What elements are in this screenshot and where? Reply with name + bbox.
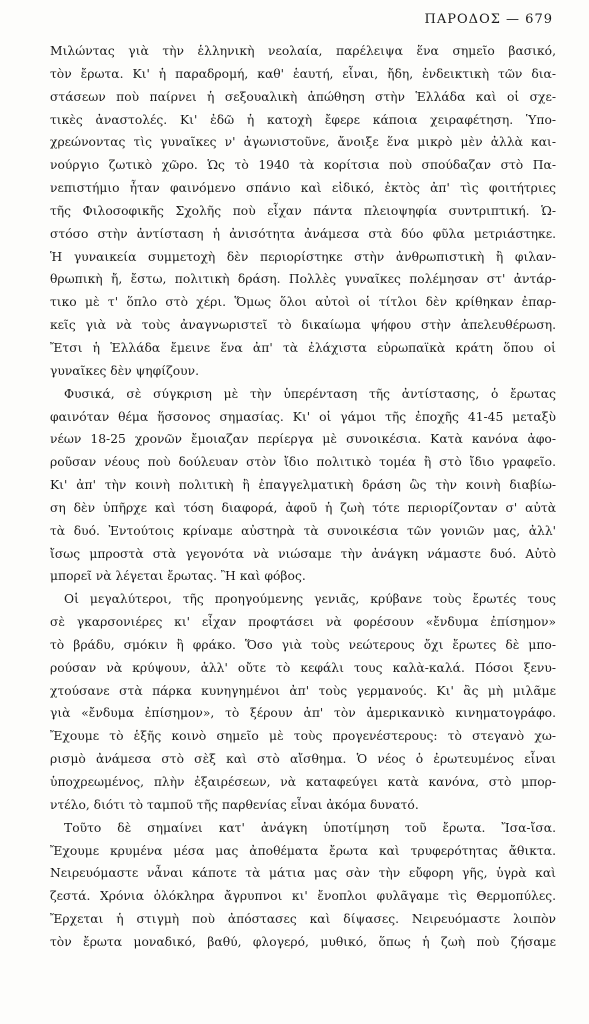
text-line: τὸ βράδυ, σμόκιν ἢ φράκο. Ὅσο γιὰ τοὺς νεώτερους ὄχι ἔρωτες δὲ μπο- [50,637,556,652]
text-line: στόσο στὴν ἀντίσταση ἡ ἀνισότητα ἀνάμεσα στὰ δύο φῦλα μετριάστηκε. [50,226,556,241]
text-line: ὑποχρεωμένος, πλὴν ἐξαιρέσεων, νὰ καταφεύγει κατὰ κανόνα, στὸ μπορ- [50,775,556,789]
text-line: ζεστά. Χρόνια ὁλόκληρα ἄγρυπνοι κι' ἔνοπλοι φυλᾶγαμε τὶς Θερμοπύλες. [50,889,556,904]
text-line: Ἔχουμε κρυμένα μέσα μας ἀποθέματα ἔρωτα καὶ τρυφερότητας ἄθικτα. [50,843,556,858]
text-line: κεῖς γιὰ νὰ τοὺς ἀναγνωριστεῖ τὸ δικαίωμα ψήφου στὴν ἀπελευθέρωση. [50,318,556,333]
text-line: φαινόταν θέμα ἥσσονος σημασίας. Κι' οἱ γάμοι τῆς ἐποχῆς 41-45 μεταξὺ [50,409,556,424]
text-line: ρούσαν νὰ κρύψουν, ἀλλ' οὔτε τὸ κεφάλι τους καλὰ-καλά. Πόσοι ξενυ- [50,660,556,675]
text-line: μπορεῖ νὰ λέγεται ἔρωτας. Ἢ καὶ φόβος. [50,569,306,584]
text-line: Ἔρχεται ἡ στιγμὴ ποὺ ἀπόστασες καὶ δίψασες. Νειρευόμαστε λοιπὸν [50,912,556,927]
text-line: τικὲς ἀναστολές. Κι' ἐδῶ ἡ κατοχὴ ἔφερε κάποια χειραφέτηση. Ὑπο- [50,112,556,127]
text-line: τὸν ἔρωτα. Κι' ἡ παραδρομή, καθ' ἑαυτή, εἶναι, ἤδη, ἐνδεικτικὴ τῶν δια- [50,66,556,81]
text-line: τὰ δυό. Ἐντούτοις κρίναμε αὐστηρὰ τὰ συνοικέσια τῶν γονιῶν μας, ἀλλ' [50,523,556,538]
paragraph-2 [50,383,556,589]
text-line: ἴσως μπροστὰ στὰ γεγονότα νὰ νιώσαμε τὴν ἀνάγκη νάμαστε δυό. Αὐτὸ [50,546,556,561]
text-line: Κι' ἀπ' τὴν κοινὴ πολιτικὴ ἢ ἐπαγγελματικὴ δράση ὣς τὴν κοινὴ διαβίω- [50,478,556,493]
text-line: Ἔχουμε τὸ ἑξῆς κοινὸ σημεῖο μὲ τοὺς προγενέστερους: τὸ στεγανὸ χω- [50,729,556,744]
text-line: Φυσικά, σὲ σύγκριση μὲ τὴν ὑπερένταση τῆς ἀντίστασης, ὁ ἔρωτας [64,386,556,401]
text-line: Νειρευόμαστε νἆναι κάποτε τὰ μάτια μας σὰν τὴν εὔφορη γῆς, ὑγρὰ καὶ [50,866,556,881]
text-line: σὲ γκαρσονιέρες κι' εἶχαν προφτάσει νὰ φορέσουν «ἔνδυμα ἐπίσημον» [50,615,556,630]
text-line: Ἡ γυναικεία συμμετοχὴ δὲν περιορίστηκε στὴν ἀνθρωπιστικὴ ἢ φιλαν- [50,249,556,264]
text-line: Οἱ μεγαλύτεροι, τῆς προηγούμενης γενιᾶς, κρύβανε τοὺς ἔρωτές τους [64,592,556,607]
text-line: ροῦσαν νέους ποὺ δούλευαν στὸν ἴδιο πολιτικὸ τομέα ἢ στὸ ἴδιο γραφεῖο. [50,455,556,470]
paragraph-4 [50,817,556,954]
text-line: στάσεων ποὺ παίρνει ἡ σεξουαλικὴ ἀπώθηση στὴν Ἑλλάδα καὶ οἱ σχε- [50,89,556,104]
text-line: Μιλώντας γιὰ τὴν ἑλληνικὴ νεολαία, παρέλειψα ἕνα σημεῖο βασικό, [50,44,556,58]
paragraph-3 [50,588,556,816]
text-line: Τοῦτο δὲ σημαίνει κατ' ἀνάγκη ὑποτίμηση τοῦ ἔρωτα. Ἴσα-ἴσα. [64,820,556,835]
text-line: ρισμὸ ἀνάμεσα στὸ σὲξ καὶ στὸ αἴσθημα. Ὁ νέος ὁ ἐρωτευμένος εἶναι [50,752,556,767]
text-line: ντέλο, διότι τὸ ταμποῦ τῆς παρθενίας εἶναι ἀκόμα δυνατό. [50,797,419,812]
paragraph-1 [50,40,556,383]
text-line: τῆς Φιλοσοφικῆς Σχολῆς ποὺ εἶχαν πάντα πλειοψηφία συντριπτική. Ὡ- [50,203,556,218]
text-line: νεπιστήμιο ἦταν φαινόμενο σπάνιο καὶ εἰδικό, ἐκτὸς ἀπ' τὶς φοιτήτριες [50,181,556,196]
text-line: ση δὲν ὑπῆρχε καὶ τόση διαφορά, ἀφοῦ ἡ ζωὴ τότε περιορίζονταν σ' αὐτὰ [50,500,556,515]
text-line: θρωπικὴ ἤ, ἔστω, πολιτικὴ δράση. Πολλὲς γυναῖκες πολέμησαν στ' ἀντάρ- [50,272,556,287]
text-line: Ἔτσι ἡ Ἑλλάδα ἔμεινε ἕνα ἀπ' τὰ ἐλάχιστα εὐρωπαϊκὰ κράτη ὅπου οἱ [50,340,556,355]
text-line: χτούσανε στὰ πάρκα κυνηγημένοι ἀπ' τοὺς γερμανούς. Κι' ἂς μὴ μιλᾶμε [50,683,556,698]
text-line: γιὰ «ἔνδυμα ἐπίσημον», τὸ ξέρουν ἀπ' τὸν ἀμερικανικὸ κινηματογράφο. [50,706,556,721]
text-line: τικο μὲ τ' ὅπλο στὸ χέρι. Ὅμως ὅλοι αὐτοὶ οἱ τίτλοι δὲν κρίθηκαν ἐπαρ- [50,295,556,310]
text-line: νέων 18-25 χρονῶν ἔμοιαζαν περίεργα μὲ συνοικέσια. Κατὰ κανόνα ἀφο- [50,432,556,447]
text-line: χρεώνοντας τὶς γυναῖκες ν' ἀγωνιστοῦνε, ἄνοιξε ἕνα μικρὸ μὲν ἀλλὰ και- [50,135,556,150]
text-line: τὸν ἔρωτα μοναδικό, βαθύ, φλογερό, μυθικό, ὅπως ἡ ζωὴ ποὺ ζήσαμε [50,934,556,949]
page-body [50,40,556,954]
text-line: γυναῖκες δὲν ψηφίζουν. [50,363,200,378]
running-header: ΠΑΡΟΔΟΣ — 679 [424,12,553,27]
text-line: νούργιο ζωτικὸ χῶρο. Ὡς τὸ 1940 τὰ κορίτσια ποὺ σπούδαζαν στὸ Πα- [50,158,556,173]
